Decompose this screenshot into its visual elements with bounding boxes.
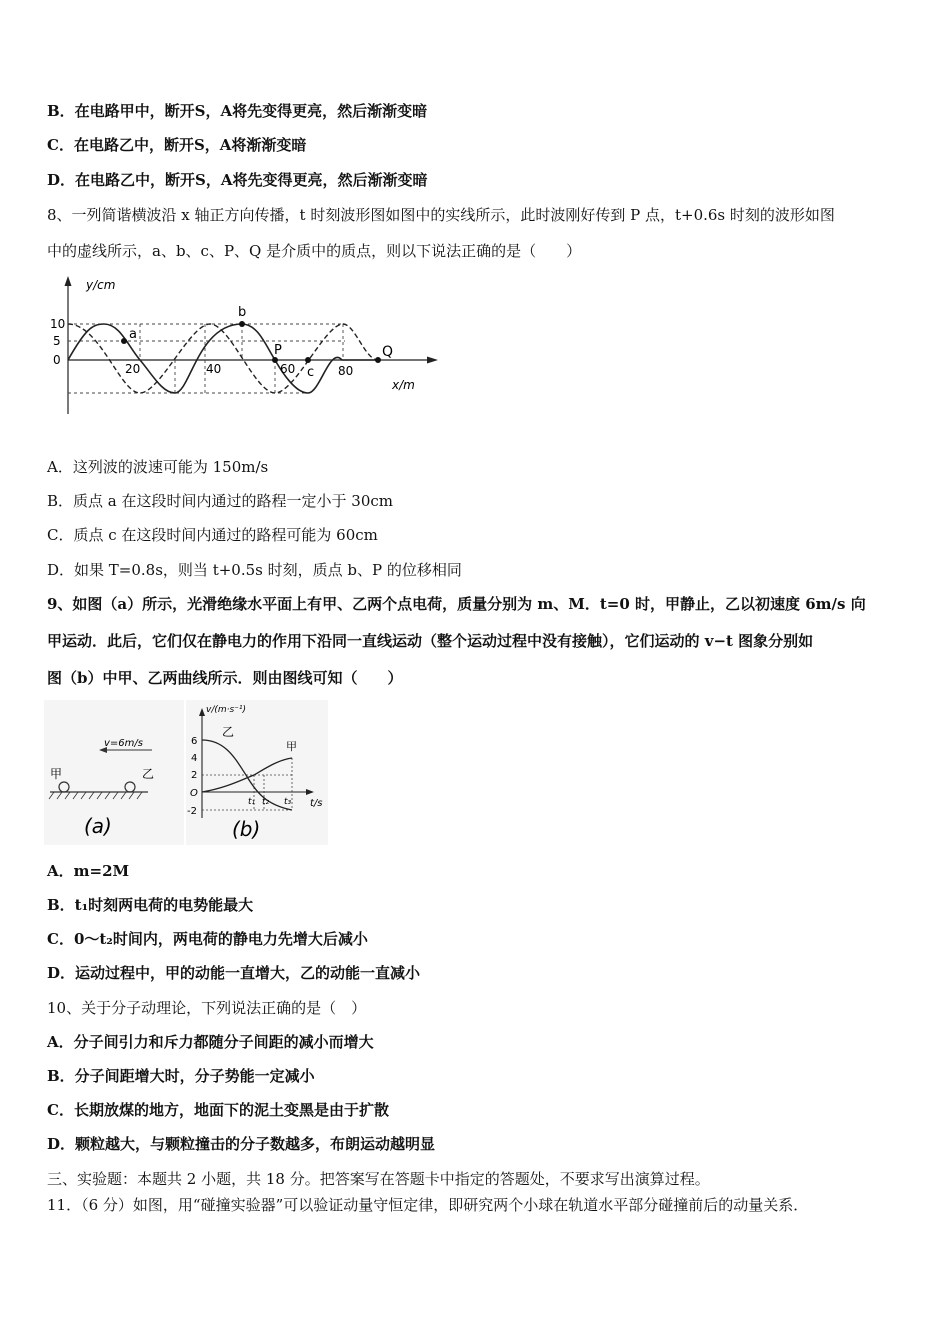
y-tick-0: 0 [53,353,61,367]
x-tick-40: 40 [206,362,222,376]
t-axis-label: t/s [310,798,323,809]
q8-option-c: C．质点 c 在这段时间内通过的路程可能为 60cm [47,526,378,544]
curve-yi-label: 乙 [222,725,235,739]
x-axis-label: x/m [392,378,415,392]
v-tick-neg2: -2 [187,806,197,817]
x-axis-arrow [427,357,438,364]
t3-label: t₃ [284,797,292,807]
q10-stem: 10、关于分子动理论，下列说法正确的是（ ） [47,999,367,1017]
q9-option-a: A．m=2M [47,862,130,880]
q8-stem-line2: 中的虚线所示，a、b、c、P、Q 是介质中的质点，则以下说法正确的是（ ） [47,242,582,260]
point-b [239,321,245,327]
y-axis-arrow [65,276,72,286]
x-tick-20: 20 [125,362,141,376]
q9-figure-a [44,700,184,845]
q8-option-d: D．如果 T=0.8s，则当 t+0.5s 时刻，质点 b、P 的位移相同 [47,561,462,579]
point-p-label: P [274,343,282,358]
point-q-label: Q [382,344,394,360]
guide-lines [68,324,345,393]
q9-option-b: B．t₁时刻两电荷的电势能最大 [47,896,254,914]
q8-option-b: B．质点 a 在这段时间内通过的路程一定小于 30cm [47,492,393,510]
t2-label: t₂ [262,797,270,807]
v-tick-2: 2 [191,770,198,781]
q8-stem-line1: 8、一列简谐横波沿 x 轴正方向传播，t 时刻波形图如图中的实线所示，此时波刚好传到 P 点，t+0.6s 时刻的波形如图 [47,206,835,224]
point-b-label: b [238,305,247,320]
right-ball-label: 乙 [142,767,155,781]
figure-a-background [44,700,184,845]
q8-option-a: A．这列波的波速可能为 150m/s [47,458,269,476]
v-axis-label: v/(m·s⁻¹) [206,705,247,715]
q10-option-a: A．分子间引力和斥力都随分子间距的减小而增大 [47,1033,374,1051]
section-3-heading: 三、实验题：本题共 2 小题，共 18 分。把答案写在答题卡中指定的答题处，不要求写出演算过程。 [47,1170,710,1188]
y-tick-5: 5 [53,334,61,348]
q7-option-c: C．在电路乙中，断开S，A将渐渐变暗 [47,136,307,154]
x-tick-60: 60 [280,362,296,376]
point-c [305,357,311,363]
y-tick-10: 10 [50,317,66,331]
v-tick-6: 6 [191,736,198,747]
q9-stem-line3: 图（b）中甲、乙两曲线所示．则由图线可知（ ） [47,669,403,687]
q9-option-c: C．0～t₂时间内，两电荷的静电力先增大后减小 [47,930,368,948]
x-tick-80: 80 [338,364,354,378]
left-ball-label: 甲 [50,767,63,781]
q10-option-d: D．颗粒越大，与颗粒撞击的分子数越多，布朗运动越明显 [47,1135,436,1153]
figure-a-caption: (a) [84,814,112,838]
dashed-wave [68,324,378,393]
q10-option-b: B．分子间距增大时，分子势能一定减小 [47,1067,315,1085]
q9-option-d: D．运动过程中，甲的动能一直增大，乙的动能一直减小 [47,964,421,982]
solid-wave [68,324,378,393]
velocity-label: v=6m/s [104,738,143,749]
curve-jia-label: 甲 [286,740,297,753]
point-a-label: a [129,327,137,342]
q9-stem-line1: 9、如图（a）所示，光滑绝缘水平面上有甲、乙两个点电荷，质量分别为 m、M．t=0 时，甲静止，乙以初速度 6m/s 向 [47,595,866,613]
q7-option-b: B．在电路甲中，断开S，A将先变得更亮，然后渐渐变暗 [47,102,428,120]
t1-label: t₁ [248,797,256,807]
point-q [375,357,381,363]
q7-option-d: D．在电路乙中，断开S，A将先变得更亮，然后渐渐变暗 [47,171,428,189]
q10-option-c: C．长期放煤的地方，地面下的泥土变黑是由于扩散 [47,1101,389,1119]
q9-stem-line2: 甲运动．此后，它们仅在静电力的作用下沿同一直线运动（整个运动过程中没有接触），它们运动的 v−t 图象分别如 [47,632,814,650]
y-axis-label: y/cm [86,278,116,292]
point-c-label: c [307,365,315,380]
origin-label: O [190,788,198,799]
v-tick-4: 4 [191,753,198,764]
q9-figure-b [186,700,328,845]
point-a [121,338,127,344]
q11-stem: 11．（6 分）如图，用“碰撞实验器”可以验证动量守恒定律，即研究两个小球在轨道水平部分碰撞前后的动量关系． [47,1196,809,1214]
q8-wave-figure [40,272,450,422]
figure-b-caption: (b) [232,817,261,841]
